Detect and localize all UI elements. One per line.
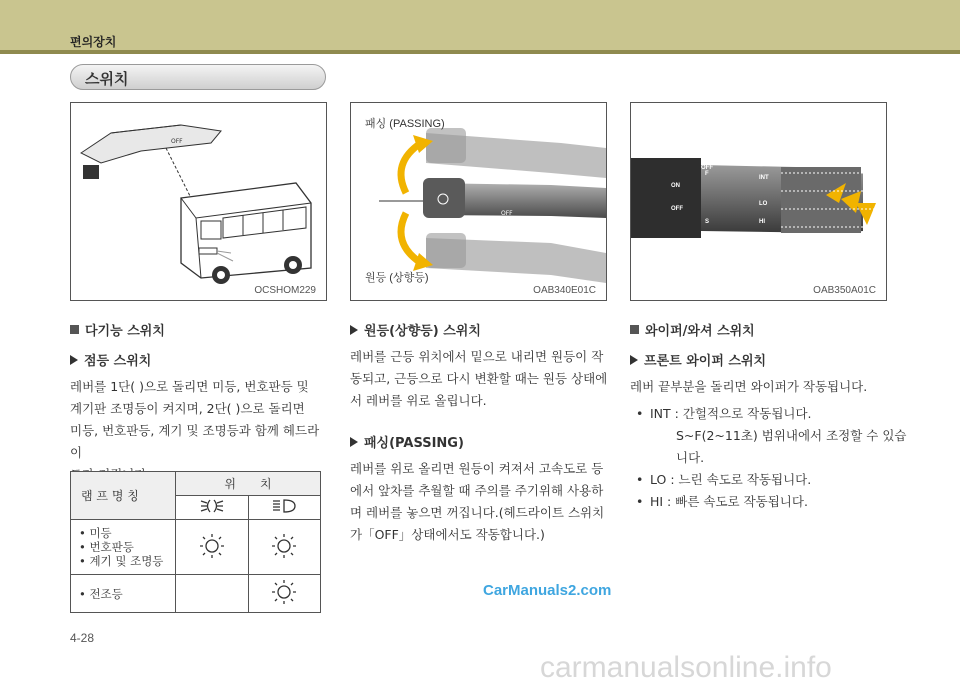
svg-text:OFF: OFF [171, 138, 183, 145]
high-beam-label: 원등 (상향등) [365, 272, 429, 284]
figure-bus-light-switch [70, 102, 327, 301]
header-divider [0, 50, 960, 54]
slow-letter: S [705, 219, 710, 225]
washer-on-label: ON [671, 183, 680, 189]
wiper-int-label: INT [759, 175, 769, 181]
list-item-continuation: 니다. [676, 450, 705, 465]
page-number: 4-28 [70, 631, 95, 645]
on-indicator-icon [176, 520, 249, 575]
figure-code: OCSHOM229 [254, 285, 316, 296]
figure-wiper-lever [630, 102, 887, 301]
wiper-lo-label: LO [759, 201, 768, 207]
bus-illustration [71, 103, 327, 301]
fast-letter: F [705, 171, 709, 177]
list-item: • LO : 느린 속도로 작동됩니다. [630, 469, 906, 491]
list-item: • HI : 빠른 속도로 작동됩니다. [630, 491, 906, 513]
figure-code: OAB350A01C [813, 285, 876, 296]
wiper-switch-heading: 와이퍼/와셔 스위치 [630, 320, 755, 339]
light-switch-subheading: 점등 스위치 [70, 350, 151, 369]
high-beam-subheading: 원등(상향등) 스위치 [350, 320, 481, 339]
list-item: • INT : 간헐적으로 작동됩니다. [630, 403, 906, 425]
section-title: 스위치 [85, 70, 129, 88]
footer-watermark: carmanualsonline.info [540, 651, 832, 684]
wiper-mode-list [630, 403, 906, 513]
front-wiper-subheading: 프론트 와이퍼 스위치 [630, 350, 766, 369]
section-title-pill [70, 64, 326, 90]
light-switch-description: 레버를 1단( )으로 돌리면 미등, 번호판등 및 계기판 조명등이 켜지며, 2단( )으로 돌리면 미등, 번호판등, 계기 및 조명등과 함께 헤드라이 [70, 379, 320, 460]
svg-text:OFF: OFF [501, 210, 513, 217]
figure-passing-lever [350, 102, 607, 301]
headlamp-group: • 전조등 [71, 575, 176, 613]
on-indicator-icon [248, 520, 321, 575]
chapter-title: 편의장치 [70, 35, 117, 49]
site-watermark[interactable]: CarManuals2.com [483, 582, 612, 599]
wiper-hi-label: HI [759, 219, 765, 225]
high-beam-description: 레버를 근등 위치에서 밑으로 내리면 원등이 작 동되고, 근등으로 다시 변환할 때는 원등 상태에 서 레버를 위로 올립니다. [350, 349, 608, 408]
washer-off-label: OFF [671, 206, 683, 212]
wiper-off-label: OFF [701, 165, 713, 171]
tail-lamp-position-icon [176, 496, 249, 520]
wiper-intro: 레버 끝부분을 돌리면 와이퍼가 작동됩니다. [630, 379, 868, 394]
headlamp-position-icon [248, 496, 321, 520]
passing-label: 패싱 (PASSING) [365, 118, 445, 130]
tail-lamp-group: • 미등 • 번호판등 • 계기 및 조명등 [71, 520, 176, 575]
list-item-continuation: S~F(2~11초) 범위내에서 조정할 수 있습 [676, 428, 907, 443]
off-cell [176, 575, 249, 613]
figure-code: OAB340E01C [533, 285, 596, 296]
multifunction-switch-heading: 다기능 스위치 [70, 320, 165, 339]
header-band [0, 0, 960, 50]
lamp-table [70, 471, 321, 613]
position-header: 위치 [176, 472, 321, 496]
passing-subheading: 패싱(PASSING) [350, 432, 464, 451]
passing-description: 레버를 위로 올리면 원등이 켜져서 고속도로 등 에서 앞차를 추월할 때 주의를 주기위해 사용하 며 레버를 놓으면 꺼집니다.(헤드라이트 스위치 가「OFF」상태에서도 작동합니다.) [350, 461, 605, 542]
on-indicator-icon [248, 575, 321, 613]
lamp-name-header: 램 프 명 칭 [71, 472, 176, 520]
